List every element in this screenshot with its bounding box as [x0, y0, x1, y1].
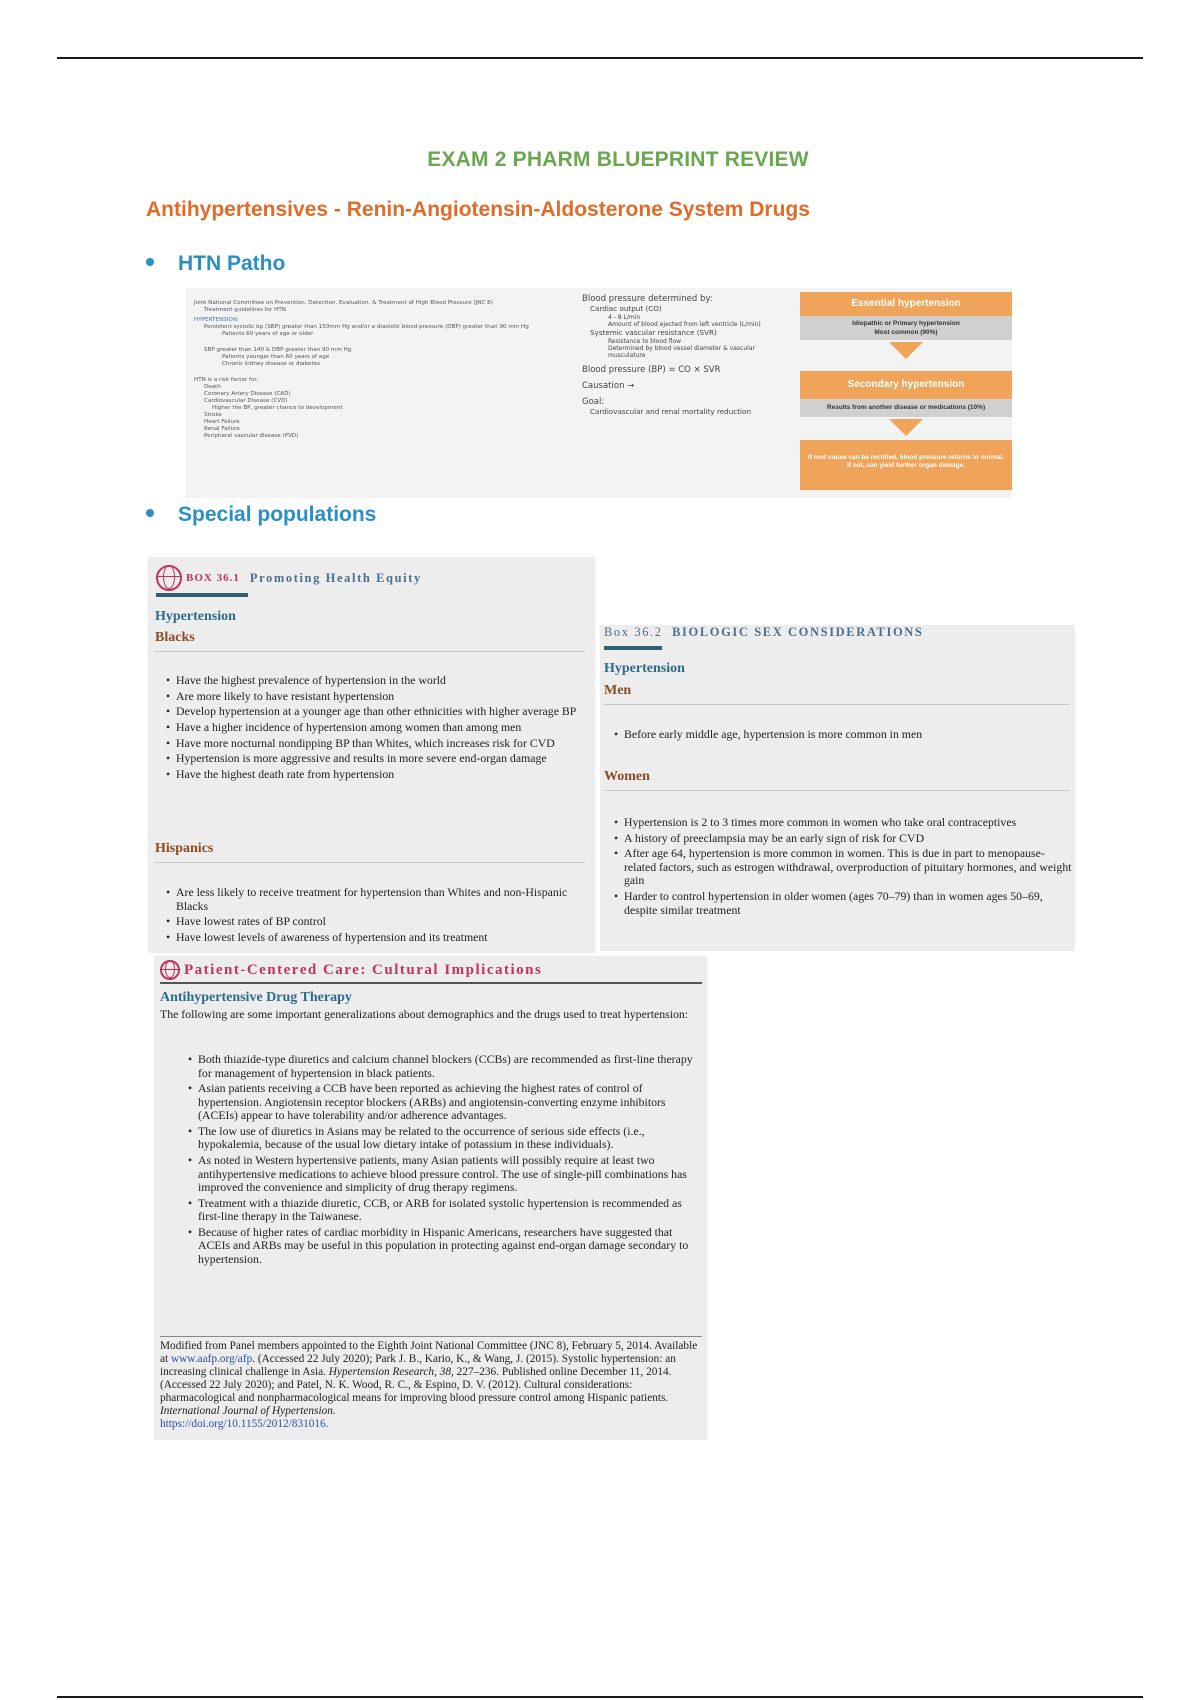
divider	[155, 651, 585, 652]
top-rule	[57, 57, 1143, 59]
reference-text	[160, 1340, 700, 1431]
bp-note: Determined by blood vessel diameter & vascular musculature	[608, 345, 755, 359]
reference-journal: International Journal of Hypertension.	[160, 1405, 336, 1417]
bp-note: Cardiac output (CO)	[590, 304, 662, 313]
outcome-box: If root cause can be rectified, blood pressure returns to normal. If not, can yield further organ damage.	[800, 440, 1012, 490]
hispanics-list	[166, 886, 586, 947]
bp-note: Causation →	[582, 381, 635, 391]
secondary-hypertension-box: Secondary hypertension	[800, 371, 1012, 399]
globe-icon	[156, 565, 182, 591]
bullet-heading-special-populations	[146, 503, 376, 527]
list-item: • Are less likely to receive treatment for hypertension than Whites and non-Hispanic Blacks	[166, 886, 586, 913]
htn-patho-image	[186, 288, 1012, 498]
blacks-list	[166, 674, 586, 784]
intro-text: The following are some important generalizations about demographics and the drugs used to treat hypertension:	[160, 1007, 689, 1021]
box-title: BIOLOGIC SEX CONSIDERATIONS	[672, 625, 924, 639]
patho-note: Peripheral vascular disease (PVD)	[204, 433, 299, 439]
patho-note: Joint National Committee on Prevention, Detection, Evaluation, & Treatment of High Blood Pressure (JNC 8)	[194, 300, 493, 306]
bp-note: Systemic vascular resistance (SVR)	[590, 328, 717, 337]
list-item: • Before early middle age, hypertension is more common in men	[614, 728, 1069, 742]
divider	[604, 790, 1069, 791]
group-heading-men: Men	[604, 683, 632, 698]
bp-note: Cardiovascular and renal mortality reduction	[590, 407, 752, 416]
list-item: • A history of preeclampsia may be an early sign of risk for CVD	[614, 832, 1072, 846]
box-header	[156, 565, 422, 591]
patho-note: Persistent systolic bp (SBP) greater than 150mm Hg and/or a diastolic blood pressure (DBP) greater than 90 mm Hg	[204, 324, 529, 330]
patho-note: Patients 60 years of age or older	[222, 331, 314, 337]
patho-note: Heart Failure	[204, 419, 240, 425]
reference-part: Modified from Panel members appointed to the Eighth Joint National Committee (JNC 8), February 5, 2014. Available at	[160, 1340, 698, 1365]
group-heading-blacks: Blacks	[155, 630, 195, 645]
list-item: • Have the highest death rate from hypertension	[166, 768, 586, 782]
arrow-down-icon	[889, 419, 923, 436]
list-item: • The low use of diuretics in Asians may be related to the occurrence of serious side effects (i.e., hypokalemia, because of the usual low dietary intake of potassium in these individuals).	[188, 1125, 700, 1152]
women-list	[614, 816, 1072, 919]
list-item: • Asian patients receiving a CCB have been reported as achieving the highest rates of control of hypertension. Angiotensin receptor blockers (ARBs) and angiotensin-converting enzyme inhibitors (ACEIs) appear to have tolerability and/or adherence advantages.	[188, 1082, 700, 1123]
list-item: • Have the highest prevalence of hypertension in the world	[166, 674, 586, 688]
patho-note: Chronic kidney disease or diabetes	[222, 361, 321, 367]
globe-icon	[160, 960, 180, 980]
bullet-dot-icon	[146, 258, 154, 266]
patho-note: HYPERTENSION:	[194, 317, 239, 323]
bp-note: 4 - 8 L/min	[608, 314, 641, 321]
essential-hypertension-box: Essential hypertension	[800, 292, 1012, 316]
header-bar	[156, 593, 248, 597]
reference-link[interactable]: https://doi.org/10.1155/2012/831016.	[160, 1418, 329, 1430]
list-item: • Develop hypertension at a younger age than other ethnicities with higher average BP	[166, 705, 586, 719]
men-list	[614, 728, 1069, 744]
bottom-rule	[57, 1696, 1143, 1698]
patho-note: Stroke	[204, 412, 222, 418]
divider	[604, 704, 1069, 705]
header-rule	[160, 982, 702, 984]
reference-part: 227–236. Published online December 11, 2014. (Accessed 22 July 2020); and Patel, N. K. Wood, R. C., & Espino, D. V. (2012). Cultural considerations: pharmacological and nonpharmacological means for improving blood pressure control among Hispanic patients.	[160, 1366, 672, 1404]
box-subtitle: Antihypertensive Drug Therapy	[160, 990, 352, 1005]
list-item: • Have more nocturnal nondipping BP than Whites, which increases risk for CVD	[166, 737, 586, 751]
bullet-heading-label: Special populations	[178, 503, 377, 526]
list-item: • Have a higher incidence of hypertension among women than among men	[166, 721, 586, 735]
box-header	[160, 960, 542, 980]
patho-note: HTN is a risk factor for:	[194, 377, 259, 383]
flow-note: Results from another disease or medications (10%)	[800, 399, 1012, 417]
list-item: • Have lowest levels of awareness of hypertension and its treatment	[166, 931, 586, 945]
bp-note: Blood pressure determined by:	[582, 294, 713, 304]
list-item: • Hypertension is 2 to 3 times more common in women who take oral contraceptives	[614, 816, 1072, 830]
patho-note: Patients younger than 60 years of age	[222, 354, 330, 360]
bullet-heading-label: HTN Patho	[178, 252, 286, 275]
list-item: • Hypertension is more aggressive and results in more severe end-organ damage	[166, 752, 586, 766]
box-title: Patient-Centered Care: Cultural Implications	[184, 961, 543, 978]
reference-journal: Hypertension Research, 38,	[328, 1366, 454, 1378]
hypertension-flowchart	[800, 292, 1012, 498]
patho-note: SBP greater than 140 & DBP greater than 90 mm Hg	[204, 347, 352, 353]
box-header	[604, 625, 923, 640]
bp-formula: Blood pressure (BP) = CO × SVR	[582, 365, 721, 375]
bp-note: Goal:	[582, 397, 605, 407]
box-promoting-health-equity	[148, 557, 595, 953]
list-item: • Both thiazide-type diuretics and calcium channel blockers (CCBs) are recommended as first-line therapy for management of hypertension in black patients.	[188, 1053, 700, 1080]
list-item: • Have lowest rates of BP control	[166, 915, 586, 929]
list-item: • Because of higher rates of cardiac morbidity in Hispanic Americans, researchers have suggested that ACEIs and ARBs may be useful in this population in protecting against end-organ damage secondary to hypertension.	[188, 1226, 700, 1267]
box-label: BOX 36.1	[186, 572, 240, 584]
patho-note: Death	[204, 384, 221, 390]
bp-determinants	[582, 294, 782, 417]
patho-note: Coronary Artery Disease (CAD)	[204, 391, 291, 397]
box-subtitle: Hypertension	[604, 661, 685, 676]
arrow-down-icon	[889, 342, 923, 359]
reference-part: . (Accessed 22 July 2020); Park J. B., Kario, K., & Wang, J. (2015). Systolic hypertension: an increasing clinical challenge in Asia.	[160, 1353, 676, 1378]
patho-note: Cardiovascular Disease (CVD)	[204, 398, 288, 404]
section-heading: Antihypertensives - Renin-Angiotensin-Aldosterone System Drugs	[146, 198, 810, 221]
patho-note: Higher the BP, greater chance to development	[212, 405, 343, 411]
list-item: • After age 64, hypertension is more common in women. This is due in part to menopause-related factors, such as estrogen withdrawal, overproduction of pituitary hormones, and weight gain	[614, 847, 1072, 888]
patho-note: Treatment guidelines for HTN	[204, 307, 286, 313]
box-label: Box 36.2	[604, 625, 663, 639]
reference-rule	[160, 1336, 702, 1337]
bullet-dot-icon	[146, 509, 154, 517]
bullet-heading-htn-patho	[146, 252, 285, 276]
box-patient-centered-care	[154, 956, 707, 1440]
list-item: • As noted in Western hypertensive patients, many Asian patients will possibly require at least two antihypertensive medications to achieve blood pressure control. The use of single-pill combinations has improved the convenience and simplicity of drug therapy regimens.	[188, 1154, 700, 1195]
box-title: Promoting Health Equity	[249, 570, 422, 585]
box-biologic-sex-considerations	[600, 625, 1075, 951]
box-subtitle: Hypertension	[155, 609, 236, 624]
header-bar	[604, 646, 662, 650]
list-item: • Are more likely to have resistant hypertension	[166, 690, 586, 704]
bp-note: Resistance to blood flow	[608, 338, 682, 345]
list-item: • Harder to control hypertension in older women (ages 70–79) than in women ages 50–69, despite similar treatment	[614, 890, 1072, 917]
patho-note: Renal Failure	[204, 426, 240, 432]
group-heading-women: Women	[604, 769, 650, 784]
bp-note: Amount of blood ejected from left ventricle (L/min)	[608, 321, 761, 328]
divider	[155, 862, 585, 863]
document-title: EXAM 2 PHARM BLUEPRINT REVIEW	[427, 148, 809, 171]
flow-note: Idiopathic or Primary hypertension	[800, 316, 1012, 328]
cultural-implications-list	[188, 1053, 700, 1269]
patho-notes	[194, 300, 574, 440]
reference-link[interactable]: www.aafp.org/afp	[170, 1353, 253, 1365]
flow-note: Most common (90%)	[800, 328, 1012, 340]
list-item: • Treatment with a thiazide diuretic, CCB, or ARB for isolated systolic hypertension is recommended as first-line therapy in the Taiwanese.	[188, 1197, 700, 1224]
group-heading-hispanics: Hispanics	[155, 841, 214, 856]
